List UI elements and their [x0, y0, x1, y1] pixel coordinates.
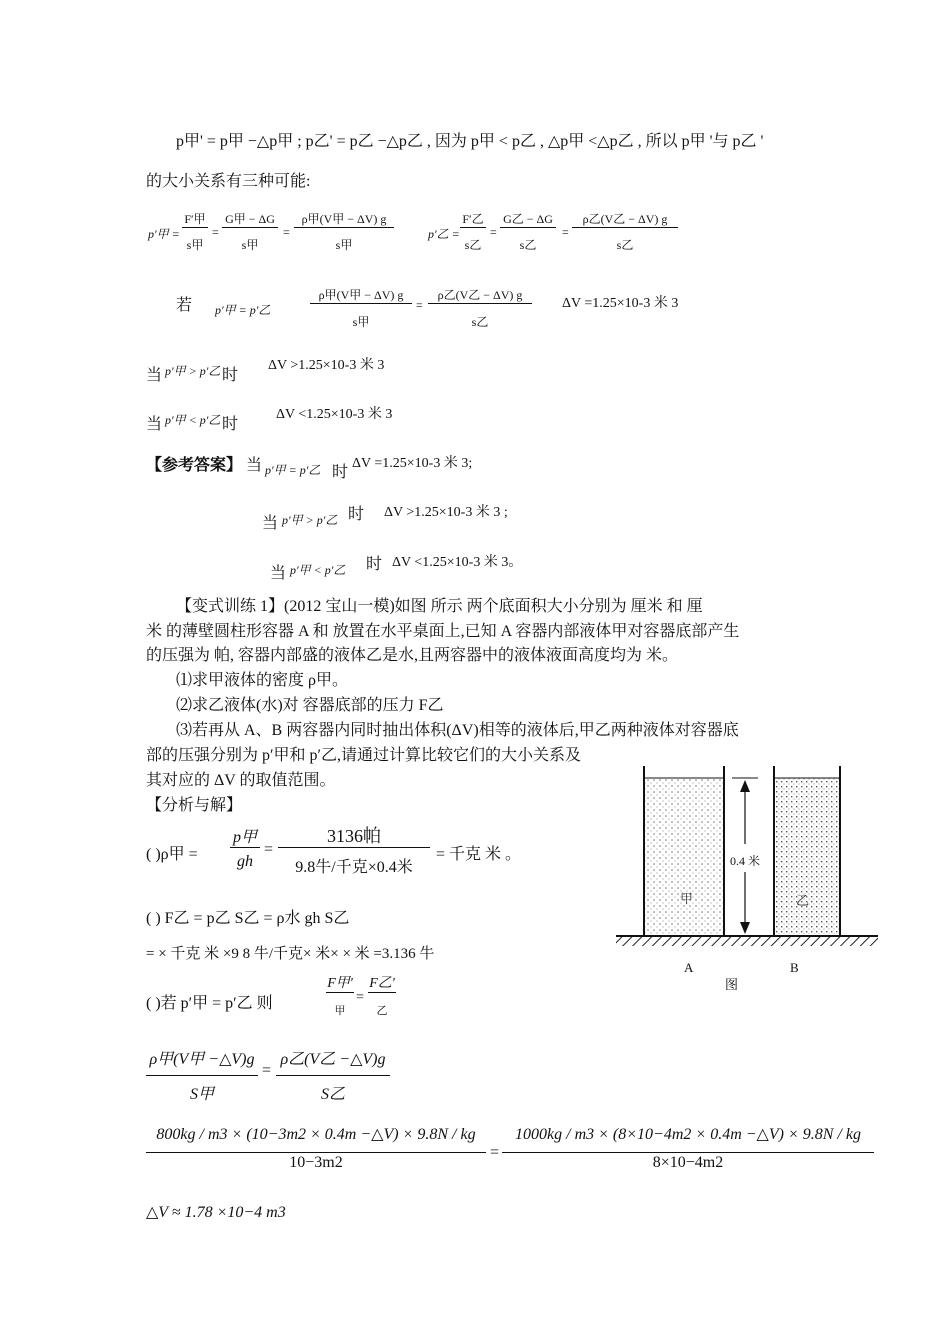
solution-6: △V ≈ 1.78 ×10−4 m3 [146, 1204, 286, 1221]
solution-4-frac-right [276, 1046, 390, 1104]
solution-1-frac-1-num: p甲 [232, 829, 257, 846]
solution-2-line-2: = × 千克 米 ×9 8 牛/千克× 米× × 米 =3.136 牛 [146, 946, 435, 962]
solution-3-frac-a [326, 972, 354, 1018]
solution-4-frac-right-num: ρ乙(V乙 −△V)g [280, 1051, 386, 1068]
answer-2-shi: 时 [348, 506, 365, 523]
question-3-line-3: 其对应的 ΔV 的取值范围。 [146, 772, 336, 789]
py-frac-3 [572, 210, 678, 253]
answer-3-shi: 时 [366, 556, 383, 573]
solution-1-frac-2-num: 3136帕 [327, 826, 381, 846]
ruo-frac-right-den: s乙 [471, 315, 489, 329]
container-a-label: A [684, 960, 694, 975]
exercise-line-2: 米 的薄壁圆柱形容器 A 和 放置在水平桌面上,已知 A 容器内部液体甲对容器底部产生 [146, 623, 740, 640]
ruo-frac-left-den: s甲 [352, 315, 370, 329]
question-3-line-2: 部的压强分别为 p′甲和 p′乙,请通过计算比较它们的大小关系及 [146, 747, 582, 764]
question-1: ⑴求甲液体的密度 ρ甲。 [176, 672, 348, 689]
eq-sign: = [490, 1144, 500, 1161]
solution-3-frac-b-den: 乙 [376, 1005, 388, 1017]
exercise-line-1: 【变式训练 1】(2012 宝山一模)如图 所示 两个底面积大小分别为 厘米 和 厘 [176, 598, 703, 615]
solution-4-frac-left-den: S甲 [189, 1086, 214, 1103]
answer-3-result: ΔV <1.25×10-3 米 3。 [392, 555, 523, 570]
solution-3-frac-a-num: F甲' [327, 976, 353, 991]
eq-sign: = [416, 298, 423, 312]
solution-3-frac-a-den: 甲 [334, 1005, 346, 1017]
pj-frac-3 [294, 210, 394, 253]
container-b-label: B [790, 960, 799, 975]
question-3-line-1: ⑶若再从 A、B 两容器内同时抽出体积(ΔV)相等的液体后,甲乙两种液体对容器底 [176, 722, 739, 739]
solution-1-frac-1-den: gh [237, 853, 253, 870]
eq-sign: = [212, 225, 219, 239]
eq-sign: = [356, 990, 364, 1005]
pj-frac-3-num: ρ甲(V甲 − ΔV) g [301, 212, 387, 226]
solution-5-frac-left-num: 800kg / m3 × (10−3m2 × 0.4m −△V) × 9.8N / kg [156, 1126, 476, 1143]
py-frac-3-den: s乙 [616, 238, 634, 252]
py-frac-2-num: G乙 − ΔG [503, 212, 553, 226]
answer-2-dang: 当 [262, 515, 279, 532]
solution-1-frac-1 [230, 824, 260, 871]
case-lt-result: ΔV <1.25×10-3 米 3 [276, 407, 393, 422]
eq-sign: = [262, 1062, 272, 1079]
analysis-heading: 【分析与解】 [146, 797, 243, 814]
ruo-label: 若 [176, 297, 193, 314]
pj-frac-2-den: s甲 [241, 238, 259, 252]
ruo-frac-left-num: ρ甲(V甲 − ΔV) g [318, 288, 404, 302]
solution-5-frac-left [146, 1124, 486, 1172]
answer-3-dang: 当 [270, 565, 287, 582]
py-frac-1-num: F′乙 [462, 212, 484, 226]
ruo-frac-right-num: ρ乙(V乙 − ΔV) g [437, 288, 523, 302]
ruo-result: ΔV =1.25×10-3 米 3 [562, 296, 679, 311]
solution-1-frac-2-den: 9.8牛/千克×0.4米 [295, 859, 413, 876]
solution-5-frac-left-den: 10−3m2 [289, 1154, 343, 1171]
case-lt-cond: p′甲 < p′乙 [165, 413, 221, 427]
solution-2-line-1: ( ) F乙 = p乙 S乙 = ρ水 gh S乙 [146, 910, 350, 927]
table-surface [616, 936, 878, 946]
solution-5-frac-right-num: 1000kg / m3 × (8×10−4m2 × 0.4m −△V) × 9.8N / kg [515, 1126, 861, 1143]
case-gt-result: ΔV >1.25×10-3 米 3 [268, 358, 385, 373]
ruo-frac-left [310, 286, 412, 330]
solution-3-label: ( )若 p′甲 = p′乙 则 [146, 995, 273, 1012]
solution-1-label: ( )ρ甲 = [146, 846, 198, 863]
case-gt-dang: 当 [146, 367, 163, 384]
pj-left: p′甲 = [148, 227, 180, 241]
py-frac-3-num: ρ乙(V乙 − ΔV) g [582, 212, 668, 226]
intro-line-2: 的大小关系有三种可能: [146, 173, 311, 190]
answer-1-result: ΔV =1.25×10-3 米 3; [352, 456, 473, 471]
figure-caption: 图 [725, 977, 739, 992]
container-a [644, 766, 724, 936]
exercise-line-3: 的压强为 帕, 容器内部盛的液体乙是水,且两容器中的液体液面高度均为 米。 [146, 647, 679, 664]
eq-sign: = [264, 841, 274, 858]
pj-frac-2-num: G甲 − ΔG [225, 212, 275, 226]
case-lt-dang: 当 [146, 416, 163, 433]
eq-sign: = [562, 225, 569, 239]
eq-sign: = [490, 225, 497, 239]
liquid-a-label: 甲 [680, 891, 694, 906]
container-b [774, 766, 840, 936]
liquid-b-label: 乙 [796, 893, 810, 908]
case-gt-shi: 时 [222, 367, 239, 384]
py-frac-1 [460, 210, 486, 253]
intro-line-1: p甲' = p甲 −△p甲 ; p乙' = p乙 −△p乙 , 因为 p甲 < p乙 , △p甲 <△p乙 , 所以 p甲 '与 p乙 ' [176, 133, 764, 150]
eq-sign: = [283, 225, 290, 239]
answer-label: 【参考答案】 [146, 457, 243, 474]
pj-frac-1 [182, 210, 208, 253]
pj-frac-2 [222, 210, 278, 253]
solution-1-tail: = 千克 米 。 [436, 846, 522, 863]
case-lt-shi: 时 [222, 416, 239, 433]
solution-1-frac-2 [278, 822, 430, 877]
py-frac-1-den: s乙 [464, 238, 482, 252]
containers-figure [610, 760, 885, 990]
py-frac-2 [500, 210, 556, 253]
ruo-frac-right [428, 286, 532, 330]
pj-frac-1-den: s甲 [186, 238, 204, 252]
solution-4-frac-left-num: ρ甲(V甲 −△V)g [149, 1051, 255, 1068]
ruo-condition: p′甲 = p′乙 [215, 303, 271, 317]
solution-3-frac-b [368, 972, 396, 1018]
height-label: 0.4 米 [730, 854, 761, 868]
solution-4-frac-left [146, 1046, 258, 1104]
py-left: p′乙 = [428, 227, 460, 241]
pj-frac-3-den: s甲 [335, 238, 353, 252]
solution-4-frac-right-den: S乙 [320, 1086, 345, 1103]
answer-1-shi: 时 [332, 464, 349, 481]
case-gt-cond: p′甲 > p′乙 [165, 364, 221, 378]
pj-frac-1-num: F′甲 [184, 212, 206, 226]
solution-5-frac-right [502, 1124, 874, 1172]
answer-2-cond: p′甲 > p′乙 [282, 513, 338, 527]
answer-1-dang: 当 [246, 457, 263, 474]
solution-5-frac-right-den: 8×10−4m2 [652, 1154, 724, 1171]
answer-3-cond: p′甲 < p′乙 [290, 563, 346, 577]
question-2: ⑵求乙液体(水)对 容器底部的压力 F乙 [176, 697, 444, 714]
answer-1-cond: p′甲 = p′乙 [265, 463, 321, 477]
py-frac-2-den: s乙 [519, 238, 537, 252]
solution-3-frac-b-num: F乙' [369, 976, 395, 991]
answer-2-result: ΔV >1.25×10-3 米 3 ; [384, 505, 508, 520]
